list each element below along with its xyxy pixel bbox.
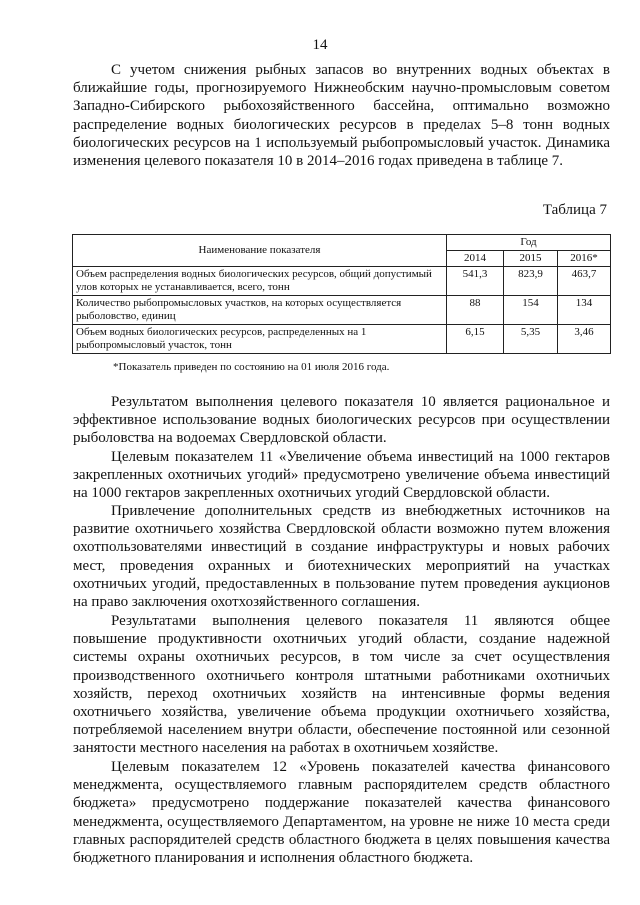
row-value: 541,3 <box>447 267 504 296</box>
row-value: 134 <box>558 296 611 325</box>
header-year-2015: 2015 <box>504 251 558 267</box>
intro-paragraph: С учетом снижения рыбных запасов во внутренних водных объектах в ближайшие годы, прогнозируемого Нижнеобским научно-промысловым советом Западно-Сибирского рыбохозяйственного бассейна, оптимально возможно распределение водных биологических ресурсов в пределах 5–8 тонн водных биологических ресурсов на 1 используемый рыбопромысловый участок. Динамика изменения целевого показателя 10 в 2014–2016 годах приведена в таблице 7. <box>73 62 610 170</box>
table-row <box>73 325 611 354</box>
header-indicator-name: Наименование показателя <box>73 235 447 267</box>
page-number: 14 <box>312 37 328 53</box>
row-value: 3,46 <box>558 325 611 354</box>
paragraph-indicator-11: Целевым показателем 11 «Увеличение объема инвестиций на 1000 гектаров закрепленных охотничьих угодий» предусмотрено увеличение объема инвестиций на 1000 гектаров закрепленных охотничьих угодий Свердловской области. <box>73 449 610 502</box>
header-year-2014: 2014 <box>447 251 504 267</box>
paragraph-indicator-12: Целевым показателем 12 «Уровень показателей качества финансового менеджмента, осуществляемого главным распорядителем средств областного бюджета» предусмотрено поддержание показателей качества финансового менеджмента, осуществляемого Департаментом, на уровне не ниже 10 места среди главных распорядителей средств областного бюджета в целях повышения качества бюджетного планирования и исполнения областного бюджета. <box>73 759 610 867</box>
row-value: 5,35 <box>504 325 558 354</box>
row-value: 88 <box>447 296 504 325</box>
table-header-row <box>73 235 611 251</box>
table-footnote: *Показатель приведен по состоянию на 01 июля 2016 года. <box>113 361 390 373</box>
row-value: 6,15 <box>447 325 504 354</box>
paragraph-result-11: Результатами выполнения целевого показателя 11 являются общее повышение продуктивности охотничьих угодий области, создание надежной системы охраны охотничьих ресурсов, в том числе за счет осуществления производственного охотничьего контроля штатными работниками охотничьих хозяйств, переход охотничьих хозяйств на интенсивные формы ведения охотничьего хозяйства, увеличение объема продукции охотничьего хозяйства, потребляемой населением внутри области, обеспечение постоянной или сезонной занятости местного населения на работах в охотничьем хозяйстве. <box>73 613 610 757</box>
header-year-2016: 2016* <box>558 251 611 267</box>
row-name: Количество рыбопромысловых участков, на которых осуществляется рыболовство, единиц <box>73 296 447 325</box>
row-value: 154 <box>504 296 558 325</box>
table-row <box>73 296 611 325</box>
paragraph-result-10: Результатом выполнения целевого показателя 10 является рациональное и эффективное использование водных биологических ресурсов при осуществлении рыболовства на водоемах Свердловской области. <box>73 394 610 447</box>
row-name: Объем водных биологических ресурсов, распределенных на 1 рыбопромысловый участок, тонн <box>73 325 447 354</box>
table-caption: Таблица 7 <box>542 202 607 218</box>
row-value: 463,7 <box>558 267 611 296</box>
paragraph-funding: Привлечение дополнительных средств из внебюджетных источников на развитие охотничьего хозяйства Свердловской области возможно путем вложения охотпользователями инвестиций в создание инфраструктуры и новых рабочих мест, проведения охранных и биотехнических мероприятий на участках охотничьих угодий, предоставленных в пользование путем проведения аукционов на право заключения охотхозяйственного соглашения. <box>73 503 610 611</box>
indicator-table <box>72 234 611 354</box>
row-value: 823,9 <box>504 267 558 296</box>
header-year: Год <box>447 235 611 251</box>
table-row <box>73 267 611 296</box>
row-name: Объем распределения водных биологических ресурсов, общий допустимый улов которых не устанавливается, всего, тонн <box>73 267 447 296</box>
